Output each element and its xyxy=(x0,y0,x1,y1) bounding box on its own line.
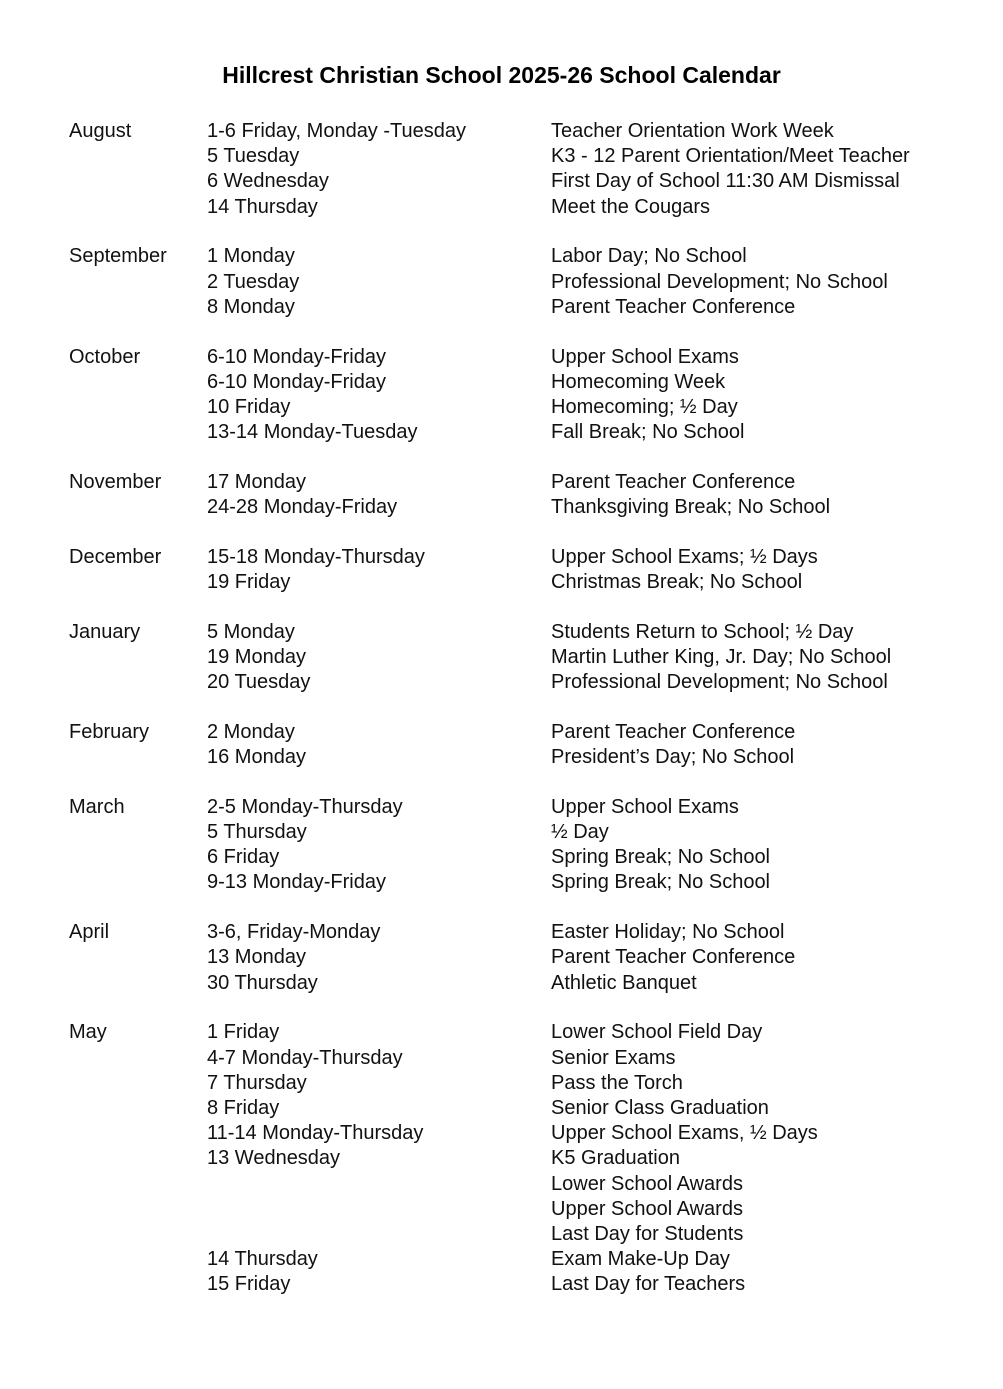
event-date: 8 Friday xyxy=(207,1096,280,1119)
event-date: 6-10 Monday-Friday xyxy=(207,370,386,393)
calendar-row xyxy=(0,1247,1003,1272)
event-date: 11-14 Monday-Thursday xyxy=(207,1122,424,1145)
event-description: Senior Class Graduation xyxy=(551,1096,769,1119)
event-description: Thanksgiving Break; No School xyxy=(551,496,831,519)
event-description: Spring Break; No School xyxy=(551,871,771,894)
calendar-row xyxy=(0,1020,1003,1045)
page-title: Hillcrest Christian School 2025-26 School Calendar xyxy=(222,62,781,88)
calendar-row xyxy=(0,270,1003,295)
event-description: Homecoming; ½ Day xyxy=(551,395,738,418)
month-block-april xyxy=(0,920,1003,996)
event-description: Homecoming Week xyxy=(551,370,726,393)
calendar-row xyxy=(0,570,1003,595)
calendar-row xyxy=(0,1172,1003,1197)
event-date: 15-18 Monday-Thursday xyxy=(207,545,425,568)
event-description: K3 - 12 Parent Orientation/Meet Teacher xyxy=(551,145,910,168)
event-description: Senior Exams xyxy=(551,1046,676,1069)
event-date: 8 Monday xyxy=(207,295,295,318)
calendar-row xyxy=(0,1071,1003,1096)
month-label: October xyxy=(69,345,141,368)
calendar-row xyxy=(0,420,1003,445)
month-block-november xyxy=(0,470,1003,520)
event-date: 10 Friday xyxy=(207,395,291,418)
calendar-row xyxy=(0,370,1003,395)
calendar-row xyxy=(0,195,1003,220)
month-block-december xyxy=(0,545,1003,595)
event-date: 19 Monday xyxy=(207,645,306,668)
event-date: 13 Wednesday xyxy=(207,1147,341,1170)
calendar-row xyxy=(0,1222,1003,1247)
event-date: 1 Monday xyxy=(207,245,295,268)
calendar-row xyxy=(0,1096,1003,1121)
event-description: ½ Day xyxy=(551,821,609,844)
event-description: Teacher Orientation Work Week xyxy=(551,120,834,142)
event-date: 13 Monday xyxy=(207,946,306,969)
calendar-row xyxy=(0,1272,1003,1297)
calendar-row xyxy=(0,745,1003,770)
event-description: Students Return to School; ½ Day xyxy=(551,620,854,643)
month-label: August xyxy=(69,120,132,142)
event-date: 19 Friday xyxy=(207,571,291,593)
event-description: Professional Development; No School xyxy=(551,270,888,293)
event-description: Parent Teacher Conference xyxy=(551,946,796,969)
calendar-row xyxy=(0,971,1003,996)
event-date: 2-5 Monday-Thursday xyxy=(207,795,403,818)
event-date: 24-28 Monday-Friday xyxy=(207,496,398,519)
calendar-row xyxy=(0,144,1003,169)
event-date: 30 Thursday xyxy=(207,971,318,994)
calendar-row xyxy=(0,169,1003,194)
month-block-january xyxy=(0,620,1003,696)
month-label: April xyxy=(69,921,110,944)
calendar-row xyxy=(0,495,1003,520)
event-description: Upper School Exams; ½ Days xyxy=(551,545,818,568)
calendar-row xyxy=(0,945,1003,970)
event-description: Martin Luther King, Jr. Day; No School xyxy=(551,645,892,668)
event-description: Parent Teacher Conference xyxy=(551,295,796,318)
calendar-row xyxy=(0,920,1003,945)
event-description: Last Day for Teachers xyxy=(551,1273,746,1296)
month-block-october xyxy=(0,345,1003,446)
event-date: 20 Tuesday xyxy=(207,671,311,694)
event-date: 15 Friday xyxy=(207,1273,291,1296)
event-date: 3-6, Friday-Monday xyxy=(207,921,381,944)
month-label: September xyxy=(69,245,167,268)
event-description: Spring Break; No School xyxy=(551,846,771,869)
event-description: Upper School Exams xyxy=(551,795,739,818)
event-description: Upper School Awards xyxy=(551,1197,743,1220)
event-date: 9-13 Monday-Friday xyxy=(207,871,386,894)
calendar-row xyxy=(0,119,1003,144)
event-description: Upper School Exams, ½ Days xyxy=(551,1122,818,1145)
event-description: Meet the Cougars xyxy=(551,195,710,218)
event-description: Lower School Awards xyxy=(551,1172,743,1195)
event-description: First Day of School 11:30 AM Dismissal xyxy=(551,170,900,193)
event-description: K5 Graduation xyxy=(551,1147,680,1170)
event-description: Parent Teacher Conference xyxy=(551,720,796,743)
calendar-row xyxy=(0,545,1003,570)
month-label: November xyxy=(69,470,162,493)
calendar-row xyxy=(0,820,1003,845)
event-description: Pass the Torch xyxy=(551,1071,683,1094)
calendar-row xyxy=(0,645,1003,670)
event-date: 5 Monday xyxy=(207,620,295,643)
event-date: 17 Monday xyxy=(207,470,306,493)
calendar-row xyxy=(0,244,1003,269)
event-description: Professional Development; No School xyxy=(551,671,888,694)
event-description: Upper School Exams xyxy=(551,345,739,368)
event-date: 6-10 Monday-Friday xyxy=(207,345,386,368)
event-description: Parent Teacher Conference xyxy=(551,470,796,493)
calendar-row xyxy=(0,620,1003,645)
calendar-row xyxy=(0,870,1003,895)
calendar-row xyxy=(0,1046,1003,1071)
calendar-row xyxy=(0,395,1003,420)
event-date: 16 Monday xyxy=(207,746,306,769)
calendar-row xyxy=(0,345,1003,370)
event-date: 13-14 Monday-Tuesday xyxy=(207,421,418,444)
month-label: March xyxy=(69,795,125,818)
month-block-may xyxy=(0,1020,1003,1297)
event-date: 5 Thursday xyxy=(207,821,307,844)
month-label: February xyxy=(69,720,150,743)
month-label: January xyxy=(69,620,141,643)
event-date: 1 Friday xyxy=(207,1021,280,1044)
calendar-row xyxy=(0,295,1003,320)
calendar-row xyxy=(0,1197,1003,1222)
calendar-row xyxy=(0,470,1003,495)
month-block-march xyxy=(0,795,1003,896)
calendar-row xyxy=(0,670,1003,695)
event-date: 4-7 Monday-Thursday xyxy=(207,1046,403,1069)
month-block-august xyxy=(0,119,1003,220)
calendar-row xyxy=(0,1146,1003,1171)
event-date: 6 Friday xyxy=(207,846,280,869)
event-description: President’s Day; No School xyxy=(551,746,795,769)
month-block-february xyxy=(0,720,1003,770)
calendar-row xyxy=(0,795,1003,820)
month-label: May xyxy=(69,1021,107,1044)
event-description: Exam Make-Up Day xyxy=(551,1248,730,1271)
event-description: Christmas Break; No School xyxy=(551,571,803,593)
event-date: 6 Wednesday xyxy=(207,170,329,193)
event-date: 2 Tuesday xyxy=(207,270,300,293)
event-description: Last Day for Students xyxy=(551,1222,744,1245)
calendar-row xyxy=(0,845,1003,870)
month-block-september xyxy=(0,244,1003,320)
event-date: 2 Monday xyxy=(207,720,295,743)
event-date: 5 Tuesday xyxy=(207,145,300,168)
month-label: December xyxy=(69,545,162,568)
event-date: 14 Thursday xyxy=(207,195,318,218)
event-description: Fall Break; No School xyxy=(551,421,745,444)
event-description: Athletic Banquet xyxy=(551,971,697,994)
calendar-row xyxy=(0,1121,1003,1146)
event-description: Labor Day; No School xyxy=(551,245,747,268)
event-description: Lower School Field Day xyxy=(551,1021,763,1044)
calendar-row xyxy=(0,720,1003,745)
event-date: 1-6 Friday, Monday -Tuesday xyxy=(207,120,466,142)
event-date: 7 Thursday xyxy=(207,1071,307,1094)
calendar-table xyxy=(0,119,1003,1322)
event-description: Easter Holiday; No School xyxy=(551,921,785,944)
event-date: 14 Thursday xyxy=(207,1248,318,1271)
